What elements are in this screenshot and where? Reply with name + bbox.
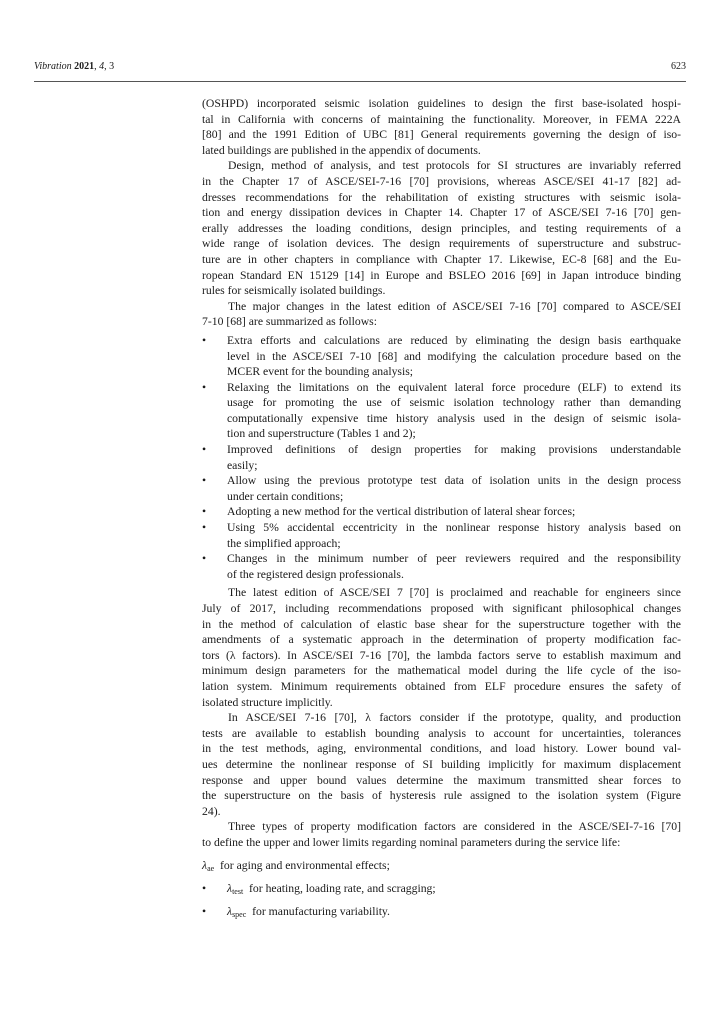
text-line: July of 2017, including recommendations proposed with significant philosophical changes bbox=[202, 602, 681, 615]
lambda-factor-list bbox=[202, 856, 681, 925]
text-line: Design, method of analysis, and test protocols for SI structures are invariably referred bbox=[228, 159, 681, 173]
bullet-icon: • bbox=[202, 904, 207, 918]
text-line: usage for promoting the use of seismic isolation technology rather than demanding bbox=[227, 396, 681, 410]
text-line: 24). bbox=[202, 804, 221, 818]
bullet-icon: • bbox=[202, 333, 207, 347]
lambda-symbol: λ bbox=[202, 858, 208, 872]
text-line: in the Chapter 17 of ASCE/SEI-7-16 [70] provisions, whereas ASCE/SEI 41-17 [82] ad- bbox=[202, 174, 681, 188]
list-item bbox=[202, 520, 681, 551]
text-line: lation system. Minimum requirements obtained from ELF procedure ensures the safety of bbox=[202, 679, 681, 693]
text-line: Changes in the minimum number of peer reviewers required and the responsibility bbox=[227, 552, 681, 566]
text-line: Three types of property modification factors are considered in the ASCE/SEI-7-16 [70] bbox=[228, 820, 681, 834]
lambda-description: for manufacturing variability. bbox=[252, 904, 390, 918]
text-line: In ASCE/SEI 7-16 [70], λ factors consider if the prototype, quality, and production bbox=[228, 711, 681, 725]
text-line: ture are in other chapters in compliance with Chapter 17. Likewise, EC-8 [68] and the Eu- bbox=[202, 252, 681, 266]
lambda-subscript: spec bbox=[232, 909, 247, 919]
text-line: dresses recommendations for the rehabilitation of existing structures with seismic isola- bbox=[202, 190, 681, 204]
text-line: Extra efforts and calculations are reduced by eliminating the design basis earthquake bbox=[227, 333, 681, 347]
lambda-item bbox=[202, 856, 681, 879]
paragraph bbox=[202, 299, 681, 330]
journal-issue: 3 bbox=[109, 61, 115, 72]
text-line: (OSHPD) incorporated seismic isolation guidelines to design the first base-isolated hospi- bbox=[202, 97, 681, 110]
list-item bbox=[202, 442, 681, 473]
text-line: lated buildings are published in the appendix of documents. bbox=[202, 143, 481, 157]
lambda-symbol: λ bbox=[227, 881, 233, 895]
journal-name: Vibration bbox=[34, 61, 72, 72]
text-line: erally addresses the loading conditions, design principles, and testing requirements of a bbox=[202, 221, 681, 235]
text-line: tion and superstructure (Tables 1 and 2); bbox=[227, 427, 416, 441]
text-line: isolated structure implicitly. bbox=[202, 695, 333, 709]
text-line: MCER event for the bounding analysis; bbox=[227, 365, 414, 379]
text-line: The major changes in the latest edition of ASCE/SEI 7-16 [70] compared to ASCE/SEI bbox=[228, 299, 681, 313]
journal-year: 2021 bbox=[74, 61, 95, 72]
bullet-list bbox=[202, 333, 681, 583]
list-item bbox=[202, 504, 681, 520]
lambda-description: for aging and environmental effects; bbox=[220, 858, 390, 872]
text-line: ropean Standard EN 15129 [14] in Europe and BSLEO 2016 [69] in Japan introduce binding bbox=[202, 268, 681, 282]
text-line: ues determine the nonlinear response of SI building implicitly for maximum displacement bbox=[202, 757, 681, 771]
lambda-description: for heating, loading rate, and scragging; bbox=[249, 881, 436, 895]
text-line: in the test methods, aging, environmental conditions, and load history. Lower bound val- bbox=[202, 742, 681, 756]
paragraph bbox=[202, 819, 681, 850]
lambda-symbol: λ bbox=[227, 904, 233, 918]
text-line: [80] and the 1991 Edition of UBC [81] General requirements governing the design of iso- bbox=[202, 128, 681, 142]
lambda-item bbox=[202, 902, 681, 925]
text-line: the simplified approach; bbox=[227, 536, 341, 550]
bullet-icon: • bbox=[202, 552, 207, 566]
text-line: amendments of a systematic approach in the determination of property modification fac- bbox=[202, 633, 681, 647]
list-item bbox=[202, 551, 681, 582]
text-line: tests are available to establish bounding analysis to account for uncertainties, tolerances bbox=[202, 726, 681, 740]
header-rule bbox=[34, 81, 686, 82]
text-line: tors (λ factors). In ASCE/SEI 7-16 [70], the lambda factors serve to establish maximum and bbox=[202, 648, 681, 662]
text-line: computationally expensive time history analysis used in the design of seismic isola- bbox=[227, 411, 681, 425]
bullet-icon: • bbox=[202, 505, 207, 519]
text-line: Improved definitions of design properties for making provisions understandable bbox=[227, 443, 681, 457]
bullet-icon: • bbox=[202, 443, 207, 457]
text-line: easily; bbox=[227, 458, 258, 472]
text-line: tion and energy dissipation devices in Chapter 14. Chapter 17 of ASCE/SEI 7-16 [70] gen- bbox=[202, 206, 681, 220]
paragraph bbox=[202, 96, 681, 158]
text-line: Relaxing the limitations on the equivalent lateral force procedure (ELF) to extend its bbox=[227, 380, 681, 394]
text-line: 7-10 [68] are summarized as follows: bbox=[202, 315, 377, 329]
text-line: wide range of isolation devices. The design requirements of superstructure and substruc- bbox=[202, 237, 681, 251]
text-line: Using 5% accidental eccentricity in the nonlinear response history analysis based on bbox=[227, 521, 681, 535]
text-line: level in the ASCE/SEI 7-10 [68] and modifying the calculation procedure based on the bbox=[227, 349, 681, 363]
text-line: of the registered design professionals. bbox=[227, 567, 404, 581]
lambda-subscript: test bbox=[232, 886, 244, 896]
journal-volume: 4 bbox=[99, 61, 105, 72]
text-line: in the method of calculation of elastic base shear for the superstructure together with the bbox=[202, 617, 681, 631]
page-number: 623 bbox=[671, 61, 686, 72]
text-line: minimum design parameters for the mathematical model during the life cycle of the iso- bbox=[202, 664, 681, 678]
paragraph bbox=[202, 710, 681, 819]
list-item bbox=[202, 380, 681, 442]
bullet-icon: • bbox=[202, 881, 207, 895]
text-line: Adopting a new method for the vertical distribution of lateral shear forces; bbox=[227, 505, 576, 519]
running-header-citation: Vibration 2021, 4, 3 bbox=[34, 61, 115, 72]
lambda-item bbox=[202, 879, 681, 902]
text-line: to define the upper and lower limits regarding nominal parameters during the service life: bbox=[202, 835, 621, 849]
body-text bbox=[202, 96, 681, 925]
bullet-icon: • bbox=[202, 521, 207, 535]
paragraph bbox=[202, 158, 681, 298]
paragraph bbox=[202, 585, 681, 710]
list-item bbox=[202, 333, 681, 380]
text-line: response and upper bound values determine the maximum transmitted shear forces to bbox=[202, 773, 681, 787]
list-item bbox=[202, 473, 681, 504]
text-line: tal in California with concerns of maintaining the functionality. Moreover, in FEMA 222A bbox=[202, 112, 681, 126]
text-line: the superstructure on the basis of hysteresis rule assigned to the isolation system (Figure bbox=[202, 789, 681, 803]
text-line: rules for seismically isolated buildings. bbox=[202, 284, 386, 298]
text-line: The latest edition of ASCE/SEI 7 [70] is proclaimed and reachable for engineers since bbox=[228, 586, 681, 600]
text-line: Allow using the previous prototype test data of isolation units in the design process bbox=[227, 474, 681, 488]
lambda-subscript: ae bbox=[207, 863, 215, 873]
text-line: under certain conditions; bbox=[227, 489, 344, 503]
bullet-icon: • bbox=[202, 474, 207, 488]
bullet-icon: • bbox=[202, 380, 207, 394]
